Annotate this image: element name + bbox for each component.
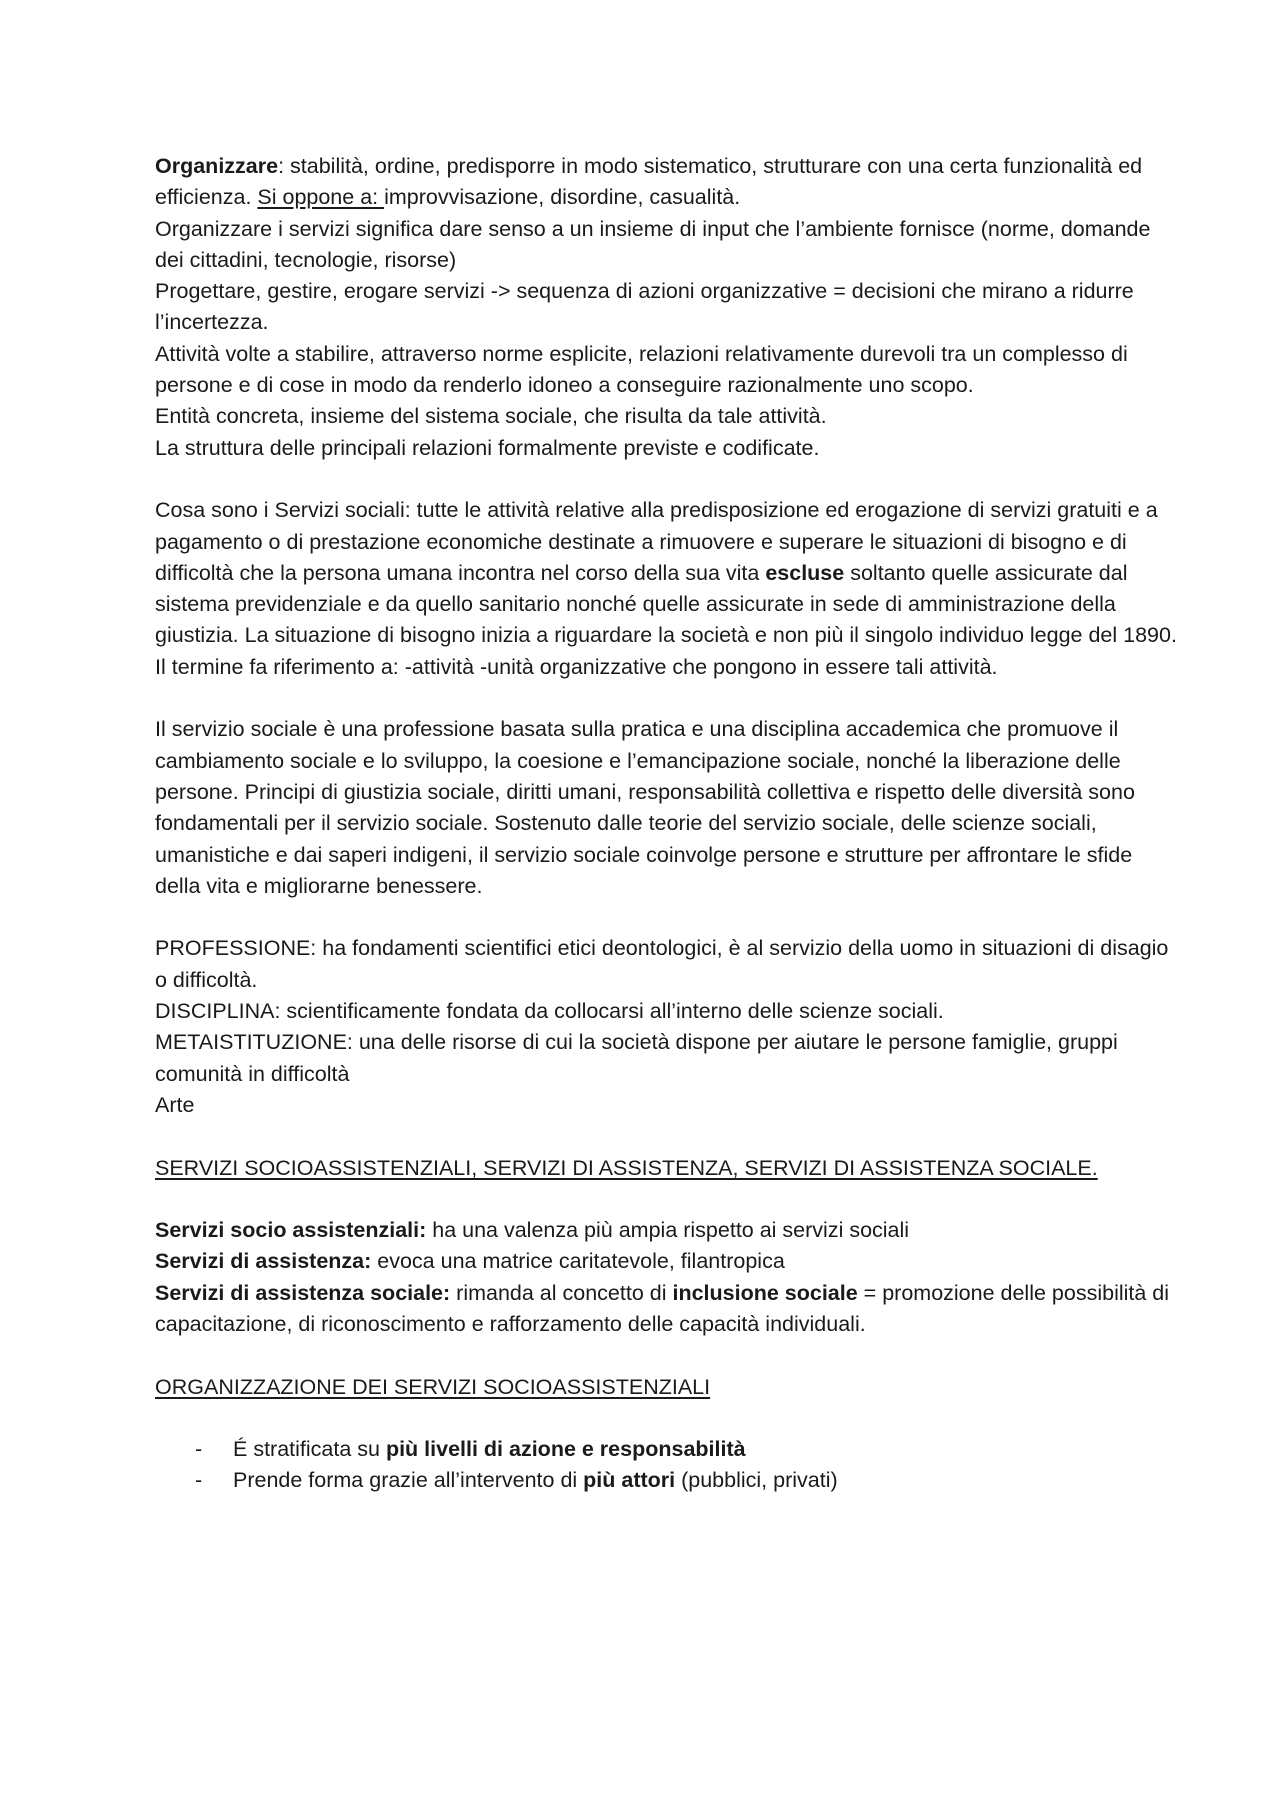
servizi-sociali-text-b: soltanto quelle assicurate dal sistema previdenziale e da quello sanitario nonché quelle assicurate in sede di amministrazione della giustizia. La situazione di bisogno inizia a riguardare la società e non più il singolo individuo legge del 1890.	[155, 560, 1177, 648]
list-item	[155, 1434, 1180, 1465]
paragraph-metaistituzione: METAISTITUZIONE: una delle risorse di cui la società dispone per aiutare le persone famiglie, gruppi comunità in difficoltà	[155, 1030, 1118, 1086]
organizzare-opposites: improvvisazione, disordine, casualità.	[384, 185, 741, 210]
definition-assistenza-sociale	[155, 1278, 1180, 1341]
si-oppone-label: Si oppone a:	[257, 185, 385, 210]
blank-line	[155, 902, 1180, 933]
blank-line	[155, 683, 1180, 714]
term-assistenza: Servizi di assistenza:	[155, 1249, 372, 1274]
paragraph-servizio-sociale: Il servizio sociale è una professione basata sulla pratica e una disciplina accademica che promuove il cambiamento sociale e lo sviluppo, la coesione e l’emancipazione sociale, nonché la liberazione delle persone. Principi di giustizia sociale, diritti umani, responsabilità collettiva e rispetto delle diversità sono fondamentali per il servizio sociale. Sostenuto dalle teorie del servizio sociale, delle scienze sociali, umanistiche e dai saperi indigeni, il servizio sociale coinvolge persone e strutture per affrontare le sfide della vita e migliorarne benessere.	[155, 717, 1135, 898]
bullet-list	[155, 1434, 1180, 1497]
paragraph-entita: Entità concreta, insieme del sistema sociale, che risulta da tale attività.	[155, 404, 827, 429]
dash-bullet: -	[195, 1468, 203, 1493]
organizzare-definition: : stabilità, ordine, predisporre in modo sistematico, strutturare con una certa funzionalità ed efficienza.	[155, 154, 1143, 210]
list-item-text: É stratificata su	[233, 1437, 386, 1462]
term-organizzare: Organizzare	[155, 154, 279, 178]
paragraph-servizi-sociali	[155, 495, 1180, 651]
blank-line	[155, 1184, 1180, 1215]
list-item-bold: più attori	[583, 1468, 676, 1493]
paragraph-professione: PROFESSIONE: ha fondamenti scientifici etici deontologici, è al servizio della uomo in situazioni di disagio o difficoltà.	[155, 936, 1169, 992]
paragraph-arte: Arte	[155, 1092, 195, 1117]
paragraph-disciplina: DISCIPLINA: scientificamente fondata da collocarsi all’interno delle scienze sociali.	[155, 999, 944, 1024]
paragraph-termine: Il termine fa riferimento a: -attività -unità organizzative che pongono in essere tali attività.	[155, 654, 998, 679]
blank-line	[155, 1340, 1180, 1371]
definition-text: ha una valenza più ampia rispetto ai servizi sociali	[426, 1218, 910, 1243]
section-heading-servizi: SERVIZI SOCIOASSISTENZIALI, SERVIZI DI ASSISTENZA, SERVIZI DI ASSISTENZA SOCIALE.	[155, 1155, 1098, 1180]
list-item-text: Prende forma grazie all’intervento di	[233, 1468, 584, 1493]
section-heading-organizzazione: ORGANIZZAZIONE DEI SERVIZI SOCIOASSISTENZIALI	[155, 1374, 711, 1399]
blank-line	[155, 464, 1180, 495]
paragraph-progettare: Progettare, gestire, erogare servizi -> sequenza di azioni organizzative = decisioni che mirano a ridurre l’incertezza.	[155, 279, 1134, 335]
term-inclusione-sociale: inclusione sociale	[672, 1280, 858, 1305]
term-escluse: escluse	[765, 560, 845, 585]
definition-socio-assistenziali	[155, 1215, 1180, 1246]
dash-bullet: -	[195, 1437, 203, 1462]
definition-assistenza	[155, 1246, 1180, 1277]
paragraph-organizzare-servizi: Organizzare i servizi significa dare senso a un insieme di input che l’ambiente fornisce (norme, domande dei cittadini, tecnologie, risorse)	[155, 216, 1151, 272]
paragraph-attivita: Attività volte a stabilire, attraverso norme esplicite, relazioni relativamente durevoli tra un complesso di persone e di cose in modo da renderlo idoneo a conseguire razionalmente uno scopo.	[155, 341, 1128, 398]
servizi-sociali-text-a: Cosa sono i Servizi sociali: tutte le attività relative alla predisposizione ed erogazione di servizi gratuiti e a pagamento o di prestazione economiche destinate a rimuovere e superare le situazioni di bisogno e di difficoltà che la persona umana incontra nel corso della sua vita	[155, 498, 1158, 585]
definition-text: rimanda al concetto di	[450, 1280, 673, 1305]
term-socio-assistenziali: Servizi socio assistenziali:	[155, 1218, 427, 1243]
term-assistenza-sociale: Servizi di assistenza sociale:	[155, 1280, 451, 1305]
list-item	[155, 1465, 1180, 1496]
paragraph-organizzare	[155, 151, 1180, 214]
paragraph-struttura: La struttura delle principali relazioni formalmente previste e codificate.	[155, 435, 820, 460]
list-item-after: (pubblici, privati)	[675, 1468, 838, 1493]
definition-text: = promozione delle possibilità di capacitazione, di riconoscimento e rafforzamento delle capacità individuali.	[155, 1280, 1170, 1336]
definition-text: evoca una matrice caritatevole, filantropica	[371, 1249, 785, 1274]
list-item-bold: più livelli di azione e responsabilità	[385, 1437, 746, 1462]
blank-line	[155, 1121, 1180, 1152]
